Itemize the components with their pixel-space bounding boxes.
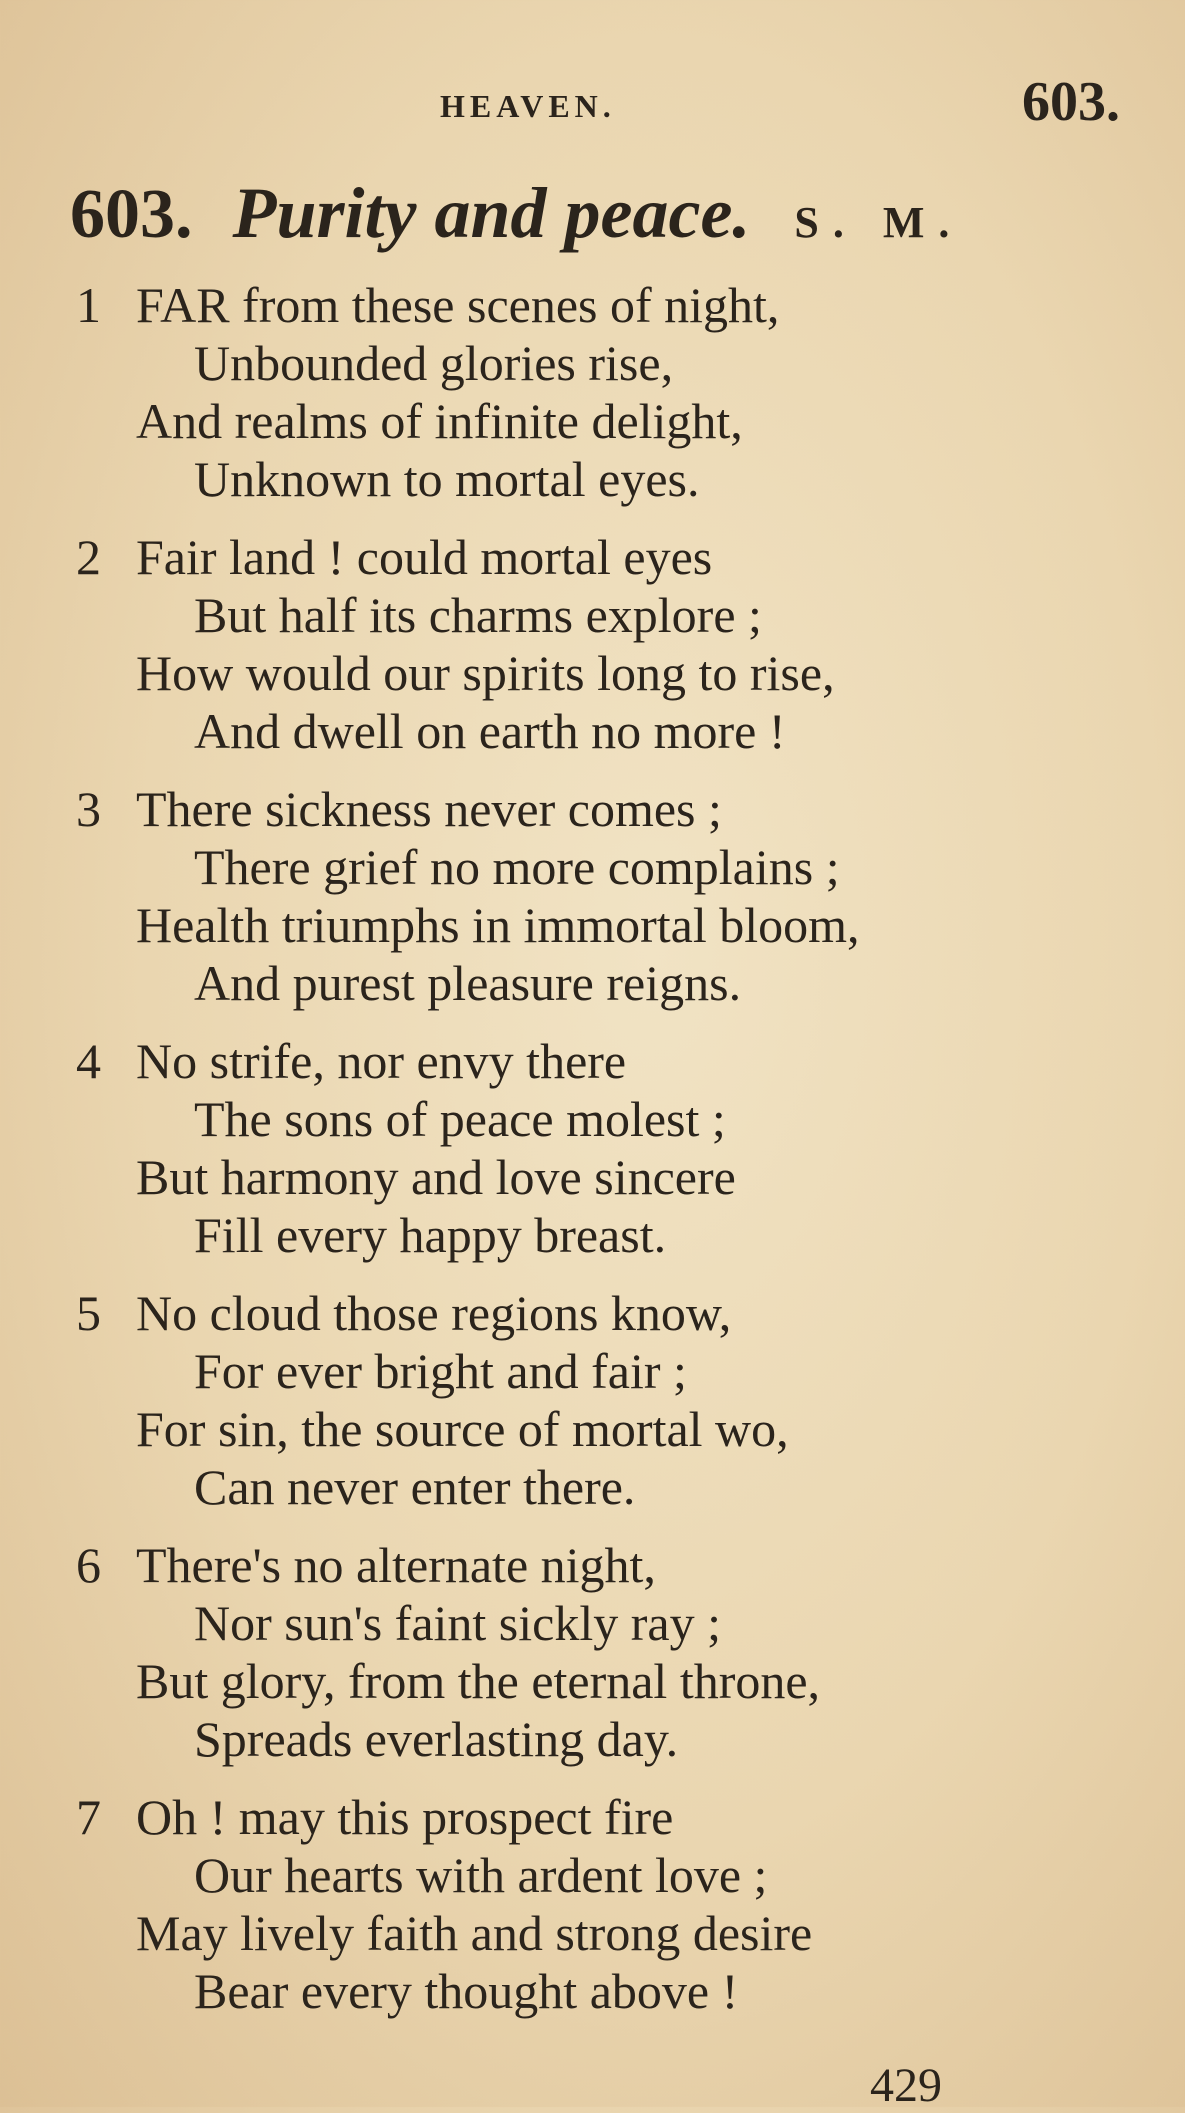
- stanza: [70, 528, 1130, 760]
- verse-line: But half its charms explore ;: [194, 587, 762, 643]
- verse-line: Our hearts with ardent love ;: [194, 1847, 768, 1903]
- verse-line: And dwell on earth no more !: [194, 703, 786, 759]
- stanza-number: 6: [76, 1537, 101, 1593]
- stanza-number: 1: [76, 277, 101, 333]
- verse-line: But glory, from the eternal throne,: [136, 1653, 821, 1709]
- stanza-number: 2: [76, 529, 101, 585]
- verse-line: Fair land ! could mortal eyes: [136, 529, 713, 585]
- stanza: [70, 1788, 1130, 2020]
- hymn-number-header: 603.: [1022, 71, 1120, 133]
- verse-line: Unbounded glories rise,: [194, 335, 674, 391]
- stanza-number: 5: [76, 1285, 101, 1341]
- verse-line: There sickness never comes ;: [136, 781, 722, 837]
- verse-line: But harmony and love sincere: [136, 1149, 736, 1205]
- verse-line: FAR from these scenes of night,: [136, 277, 780, 333]
- stanza: [70, 780, 1130, 1012]
- hymn-title: Purity and peace.: [232, 173, 751, 253]
- verse-line: No strife, nor envy there: [136, 1033, 627, 1089]
- hymn-title-row: [70, 172, 1130, 255]
- stanza: [70, 276, 1130, 508]
- hymn-meter: S. M.: [794, 198, 964, 247]
- stanza-number: 7: [76, 1789, 101, 1845]
- verse-line: How would our spirits long to rise,: [136, 645, 835, 701]
- stanza-number: 3: [76, 781, 101, 837]
- verse-line: The sons of peace molest ;: [194, 1091, 726, 1147]
- running-head: HEAVEN.: [440, 88, 616, 124]
- verse-line: There grief no more complains ;: [194, 839, 840, 895]
- verse-line: There's no alternate night,: [136, 1537, 656, 1593]
- stanza: [70, 1032, 1130, 1264]
- stanza-list: [70, 276, 1130, 2040]
- stanza: [70, 1536, 1130, 1768]
- verse-line: Health triumphs in immortal bloom,: [136, 897, 860, 953]
- verse-line: Bear every thought above !: [194, 1963, 739, 2019]
- page-number: 429: [870, 2059, 942, 2112]
- verse-line: And realms of infinite delight,: [136, 393, 743, 449]
- verse-line: For ever bright and fair ;: [194, 1343, 687, 1399]
- verse-line: Spreads everlasting day.: [194, 1711, 679, 1767]
- stanza-number: 4: [76, 1033, 101, 1089]
- verse-line: And purest pleasure reigns.: [194, 955, 742, 1011]
- hymn-number: 603.: [70, 176, 193, 253]
- verse-line: Nor sun's faint sickly ray ;: [194, 1595, 721, 1651]
- verse-line: No cloud those regions know,: [136, 1285, 732, 1341]
- verse-line: Oh ! may this prospect fire: [136, 1789, 674, 1845]
- verse-line: Can never enter there.: [194, 1459, 636, 1515]
- stanza: [70, 1284, 1130, 1516]
- verse-line: Unknown to mortal eyes.: [194, 451, 700, 507]
- verse-line: May lively faith and strong desire: [136, 1905, 813, 1961]
- verse-line: For sin, the source of mortal wo,: [136, 1401, 789, 1457]
- verse-line: Fill every happy breast.: [194, 1207, 667, 1263]
